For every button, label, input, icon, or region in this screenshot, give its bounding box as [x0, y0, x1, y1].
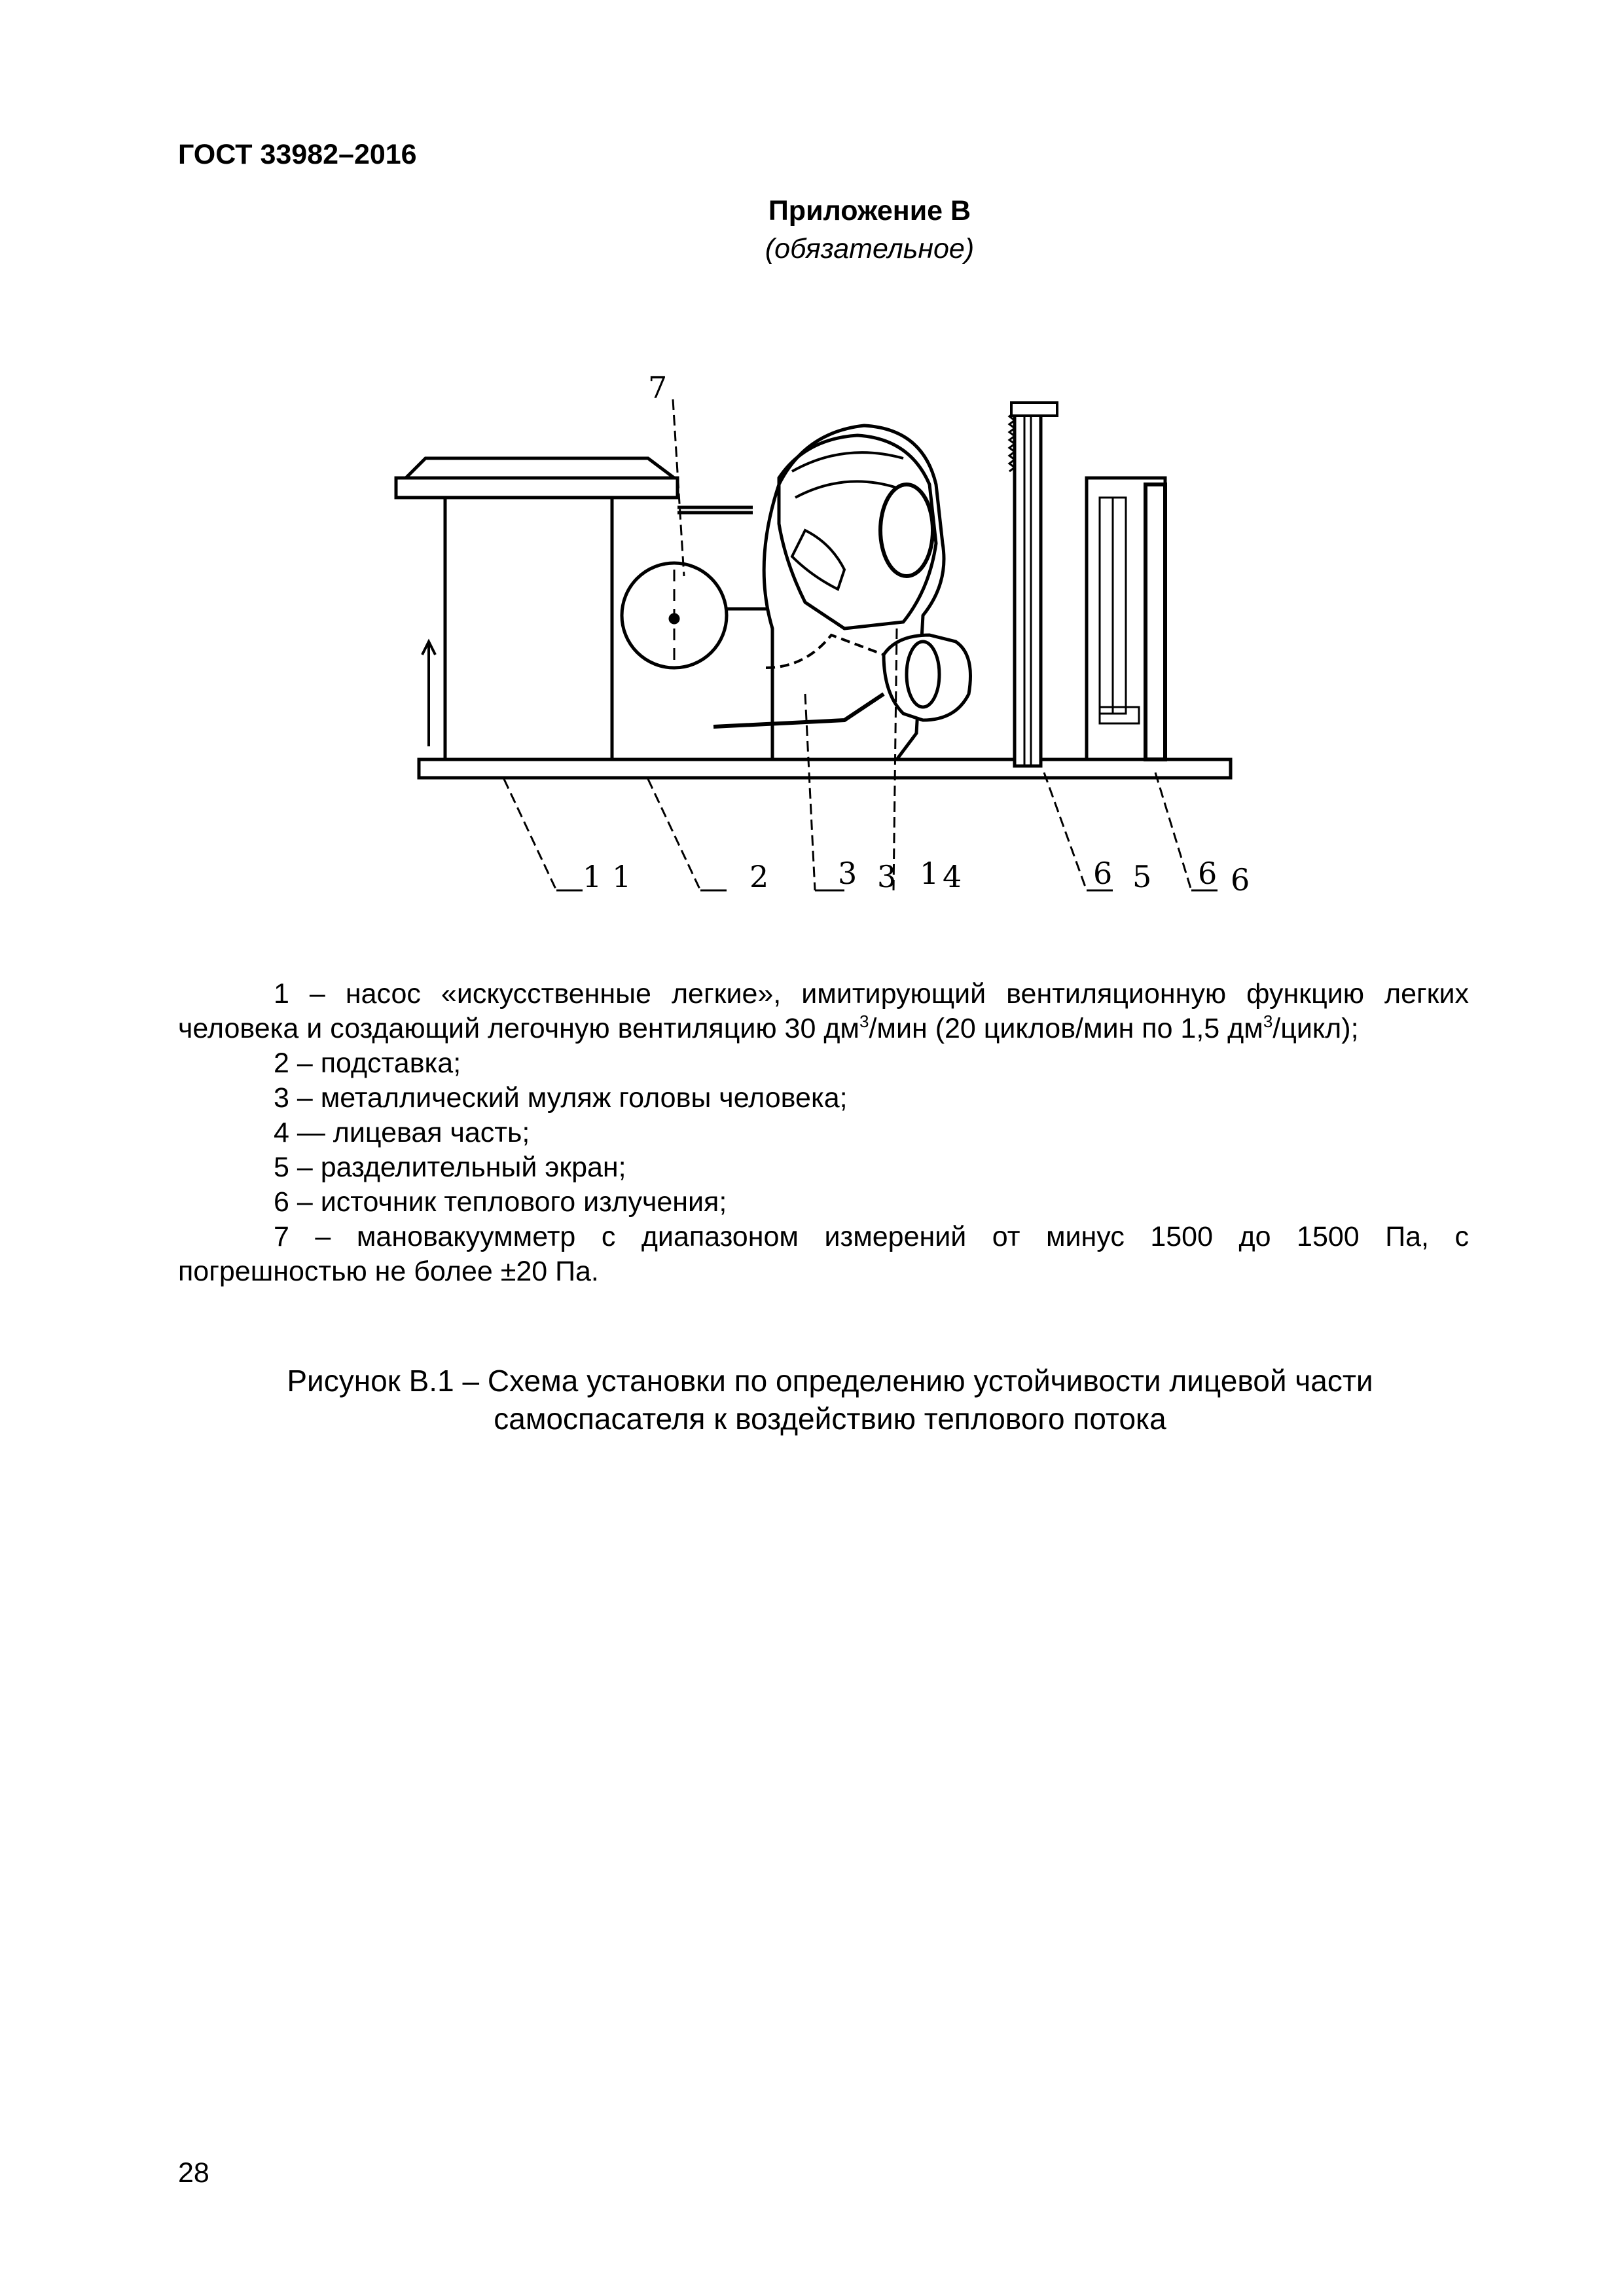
- setup-diagram: [386, 327, 1257, 917]
- callout-6a: 6: [1198, 856, 1218, 891]
- legend-item-1-line-1: 1 – насос «искусственные легкие», имитирующий вентиляционную функцию легких: [274, 978, 1469, 1010]
- callout-7: 7: [648, 370, 668, 405]
- figure-legend: [178, 977, 1469, 1289]
- callout-3a: 3: [838, 856, 857, 891]
- legend-item-7-line-1: 7 – мановакуумметр с диапазоном измерений от минус 1500 до 1500 Па, с: [274, 1221, 1469, 1252]
- appendix-title: Приложение В: [768, 195, 971, 227]
- legend-item-7-line-2: погрешностью не более ±20 Па.: [178, 1256, 599, 1287]
- appendix-status: (обязательное): [765, 233, 975, 264]
- pump-cover: [406, 458, 674, 478]
- legend-item-5: 5 – разделительный экран;: [274, 1152, 626, 1183]
- callout-4: 4: [943, 859, 962, 894]
- legend-item-4: 4 — лицевая часть;: [274, 1117, 530, 1148]
- legend-item-1-line-2: человека и создающий легочную вентиляцию 30 $дм^3$/мин (20 циклов/мин по 1,5 $дм^3/цикл$);: [178, 1011, 1359, 1044]
- callout-6: 6: [1231, 862, 1250, 898]
- caption-line-1: Рисунок В.1 – Схема установки по определению устойчивости лицевой части: [287, 1364, 1373, 1398]
- separating-screen: [1015, 406, 1041, 766]
- pump-top-edge: [396, 478, 677, 498]
- callout-5: 5: [1132, 859, 1152, 894]
- callout-2: 2: [749, 859, 769, 894]
- figure-caption: [178, 1362, 1469, 1438]
- base-plate: [419, 759, 1231, 778]
- callout-4a: 1: [920, 856, 939, 891]
- legend-item-3: 3 – металлический муляж головы человека;: [274, 1082, 848, 1114]
- caption-line-2: самоспасателя к воздействию теплового потока: [494, 1402, 1166, 1436]
- legend-item-2: 2 – подставка;: [274, 1048, 461, 1079]
- page-number: 28: [178, 2157, 209, 2189]
- screen-cap: [1011, 403, 1057, 416]
- callout-3: 3: [877, 859, 897, 894]
- document-header: ГОСТ 33982–2016: [178, 139, 417, 170]
- callout-5a: 6: [1093, 856, 1113, 891]
- callout-1: 1: [612, 859, 632, 894]
- legend-item-6: 6 – источник теплового излучения;: [274, 1186, 727, 1218]
- callout-1a: 1: [583, 859, 602, 894]
